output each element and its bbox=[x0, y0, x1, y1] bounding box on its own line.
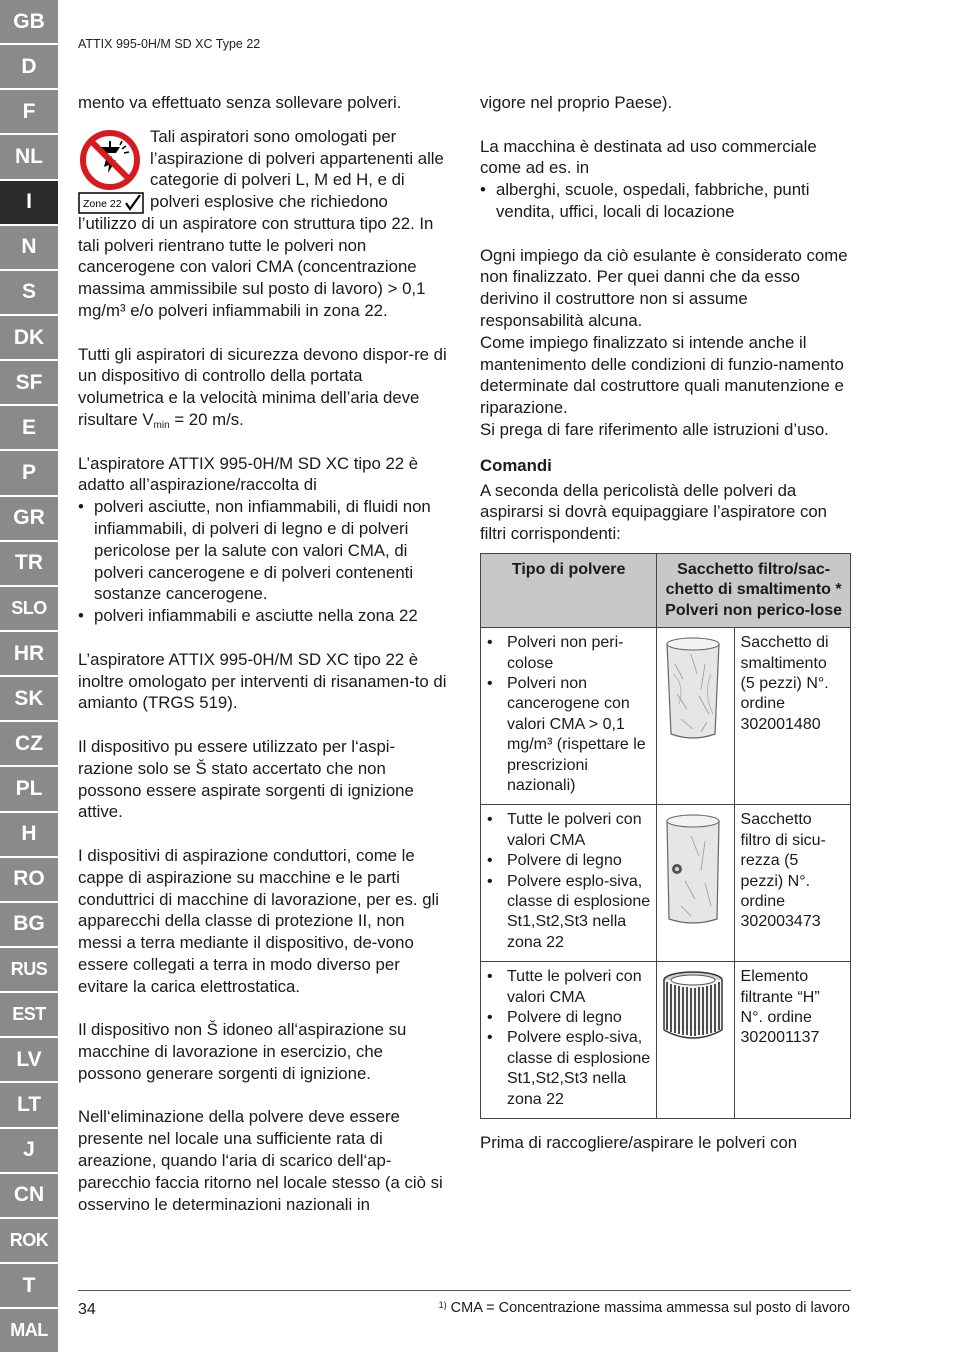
lang-tab-ro[interactable]: RO bbox=[0, 858, 58, 901]
list-item: • Polvere di legno bbox=[487, 1008, 650, 1028]
list-item: • Polveri non peri-colose bbox=[487, 633, 650, 674]
lang-tab-f[interactable]: F bbox=[0, 90, 58, 133]
lang-tab-pl[interactable]: PL bbox=[0, 767, 58, 810]
footnote bbox=[439, 1300, 850, 1316]
lang-tab-dk[interactable]: DK bbox=[0, 316, 58, 359]
paragraph: I dispositivi di aspirazione conduttori, come le cappe di aspirazione su macchine e le parti conduttrici di macchine di lavorazione, per es. gli apparecchi della classe di protezione II, non messi a terra mediante il dispositivo, de-vono essere collegati a terra in modo diverso per evitare la carica elettrostatica. bbox=[78, 845, 439, 996]
paragraph: Il dispositivo non Š idoneo all‘aspirazione su macchine di lavorazione in esercizio, che possono generare sorgenti di ignizione. bbox=[78, 1020, 407, 1083]
list-item: • polveri infiammabili e asciutte nella zona 22 bbox=[78, 605, 450, 627]
paragraph: mento va effettuato senza sollevare polveri. bbox=[78, 93, 402, 112]
bag-cell: Elemento filtrante “H” N°. ordine 302001137 bbox=[734, 962, 850, 1119]
lang-tab-h[interactable]: H bbox=[0, 813, 58, 856]
paragraph: l’utilizzo di un aspiratore con struttura tipo 22. In tali polveri rientrano tutte le polveri non cancerogene con valori CMA (concentrazione massima ammissibile sul posto di lavoro) > 0,1 mg/m³ e/o polveri infiammabili in zona 22. bbox=[78, 213, 434, 320]
list-item: • Polvere esplo-siva, classe di esplosione St1,St2,St3 nella zona 22 bbox=[487, 1028, 650, 1110]
section-heading: Comandi bbox=[480, 455, 552, 475]
paragraph: Nell‘eliminazione della polvere deve essere presente nel locale una sufficiente rata di areazione, quando l‘aria di scarico dell‘ap-parecchio faccia ritorno nel locale stesso (a ciò si osservino le determinazioni nazionali in bbox=[78, 1107, 443, 1214]
lang-tab-mal[interactable]: MAL bbox=[0, 1309, 58, 1352]
right-column bbox=[480, 92, 852, 1154]
dust-type-cell bbox=[481, 805, 657, 962]
safety-filter-bag-icon bbox=[661, 811, 725, 929]
lang-tab-sf[interactable]: SF bbox=[0, 361, 58, 404]
paragraph: L’aspiratore ATTIX 995-0H/M SD XC tipo 22 è adatto all’aspirazione/raccolta di bbox=[78, 453, 419, 495]
paragraph: Come impiego finalizzato si intende anche il mantenimento delle condizioni di funzio-namento determinate dal costruttore quali manutenzione e riparazione. bbox=[480, 332, 844, 418]
lang-tab-slo[interactable]: SLO bbox=[0, 587, 58, 630]
table-row bbox=[481, 962, 851, 1119]
lang-tab-gr[interactable]: GR bbox=[0, 497, 58, 540]
bag-cell: Sacchetto di smaltimento (5 pezzi) N°. ordine 302001480 bbox=[734, 628, 850, 805]
filter-table bbox=[480, 553, 851, 1119]
lang-tab-rus[interactable]: RUS bbox=[0, 948, 58, 991]
table-row bbox=[481, 805, 851, 962]
paragraph: L’aspiratore ATTIX 995-0H/M SD XC tipo 22 è inoltre omologato per interventi di risanamen-to di amianto (TRGS 519). bbox=[78, 649, 447, 713]
zone-22-block bbox=[78, 126, 450, 213]
footer-divider bbox=[78, 1290, 851, 1291]
table-row bbox=[481, 628, 851, 805]
dust-type-cell bbox=[481, 628, 657, 805]
document-title: ATTIX 995-0H/M SD XC Type 22 bbox=[78, 37, 261, 51]
lang-tab-hr[interactable]: HR bbox=[0, 632, 58, 675]
list-item: • Polvere esplo-siva, classe di esplosione St1,St2,St3 nella zona 22 bbox=[487, 872, 650, 954]
subscript-min: min bbox=[153, 419, 170, 431]
image-cell bbox=[657, 962, 734, 1119]
paragraph: Prima di raccogliere/aspirare le polveri con bbox=[480, 1133, 798, 1153]
lang-tab-t[interactable]: T bbox=[0, 1264, 58, 1307]
dust-type-cell bbox=[481, 962, 657, 1119]
h-filter-element-icon bbox=[661, 968, 725, 1044]
bullet-list bbox=[480, 179, 852, 223]
paragraph: La macchina è destinata ad uso commerciale come ad es. in bbox=[480, 136, 817, 178]
paragraph bbox=[78, 344, 450, 431]
bullet-list bbox=[78, 496, 450, 627]
lang-tab-p[interactable]: P bbox=[0, 451, 58, 494]
table-header-filter-bag: Sacchetto filtro/sac-chetto di smaltimento * Polveri non perico-lose bbox=[657, 553, 851, 627]
paragraph: A seconda della pericolistà delle polveri da aspirarsi si dovrà equipaggiare l’aspiratore con filtri corrispondenti: bbox=[480, 480, 827, 544]
lang-tab-est[interactable]: EST bbox=[0, 993, 58, 1036]
lang-tab-nl[interactable]: NL bbox=[0, 135, 58, 178]
lang-tab-lt[interactable]: LT bbox=[0, 1083, 58, 1126]
list-item: • Tutte le polveri con valori CMA bbox=[487, 967, 650, 1008]
paragraph-text: = 20 m/s. bbox=[169, 409, 244, 429]
lang-tab-e[interactable]: E bbox=[0, 406, 58, 449]
zone-label: Zone 22 bbox=[83, 197, 122, 210]
lang-tab-cn[interactable]: CN bbox=[0, 1174, 58, 1217]
bag-cell: Sacchetto filtro di sicu-rezza (5 pezzi) N°. ordine 302003473 bbox=[734, 805, 850, 962]
lang-tab-d[interactable]: D bbox=[0, 45, 58, 88]
lang-tab-rok[interactable]: ROK bbox=[0, 1219, 58, 1262]
lang-tab-i[interactable]: I bbox=[0, 181, 58, 224]
page-number: 34 bbox=[78, 1301, 96, 1318]
footnote-mark: 1) bbox=[438, 1300, 447, 1310]
lang-tab-lv[interactable]: LV bbox=[0, 1038, 58, 1081]
image-cell bbox=[657, 805, 734, 962]
zone-paragraph: Tali aspiratori sono omologati per l’aspirazione di polveri appartenenti alle categorie di polveri L, M ed H, e di polveri esplosive che richiedono bbox=[150, 126, 444, 212]
language-sidebar bbox=[0, 0, 58, 1354]
lang-tab-j[interactable]: J bbox=[0, 1129, 58, 1172]
list-item: • Polvere di legno bbox=[487, 851, 650, 871]
lang-tab-s[interactable]: S bbox=[0, 271, 58, 314]
lang-tab-bg[interactable]: BG bbox=[0, 903, 58, 946]
lang-tab-tr[interactable]: TR bbox=[0, 542, 58, 585]
no-ignition-zone-22-icon bbox=[78, 129, 144, 215]
left-column bbox=[78, 92, 450, 1215]
paragraph: Si prega di fare riferimento alle istruzioni d’uso. bbox=[480, 419, 829, 439]
disposal-bag-icon bbox=[661, 634, 725, 744]
lang-tab-gb[interactable]: GB bbox=[0, 0, 58, 43]
image-cell bbox=[657, 628, 734, 805]
lang-tab-cz[interactable]: CZ bbox=[0, 722, 58, 765]
list-item: • Tutte le polveri con valori CMA bbox=[487, 810, 650, 851]
list-item: • alberghi, scuole, ospedali, fabbriche, punti vendita, uffici, locali di locazione bbox=[480, 179, 852, 223]
paragraph: vigore nel proprio Paese). bbox=[480, 93, 673, 112]
list-item: • polveri asciutte, non infiammabili, di fluidi non infiammabili, di polveri di legno e di polveri pericolose per la salute con valori CMA, di polveri cancerogene e di polveri contenenti sostanze cancerogene. bbox=[78, 496, 450, 605]
list-item: • Polveri non cancerogene con valori CMA > 0,1 mg/m³ (rispettare le prescrizioni nazionali) bbox=[487, 674, 650, 796]
footnote-text: CMA = Concentrazione massima ammessa sul posto di lavoro bbox=[450, 1300, 850, 1316]
table-header-dust-type: Tipo di polvere bbox=[481, 553, 657, 627]
lang-tab-sk[interactable]: SK bbox=[0, 677, 58, 720]
paragraph: Ogni impiego da ciò esulante è considerato come non finalizzato. Per quei danni che da esso derivino il costruttore non si assume responsabilità alcuna. bbox=[480, 245, 848, 330]
paragraph-text: Tutti gli aspiratori di sicurezza devono dispor-re di un dispositivo di controllo della portata volumetrica e la velocità minima dell’aria deve risultare V bbox=[78, 344, 447, 429]
lang-tab-n[interactable]: N bbox=[0, 226, 58, 269]
paragraph: Il dispositivo pu essere utilizzato per l‘aspi-razione solo se Š stato accertato che non possono essere aspirate sorgenti di ignizione attive. bbox=[78, 736, 414, 822]
